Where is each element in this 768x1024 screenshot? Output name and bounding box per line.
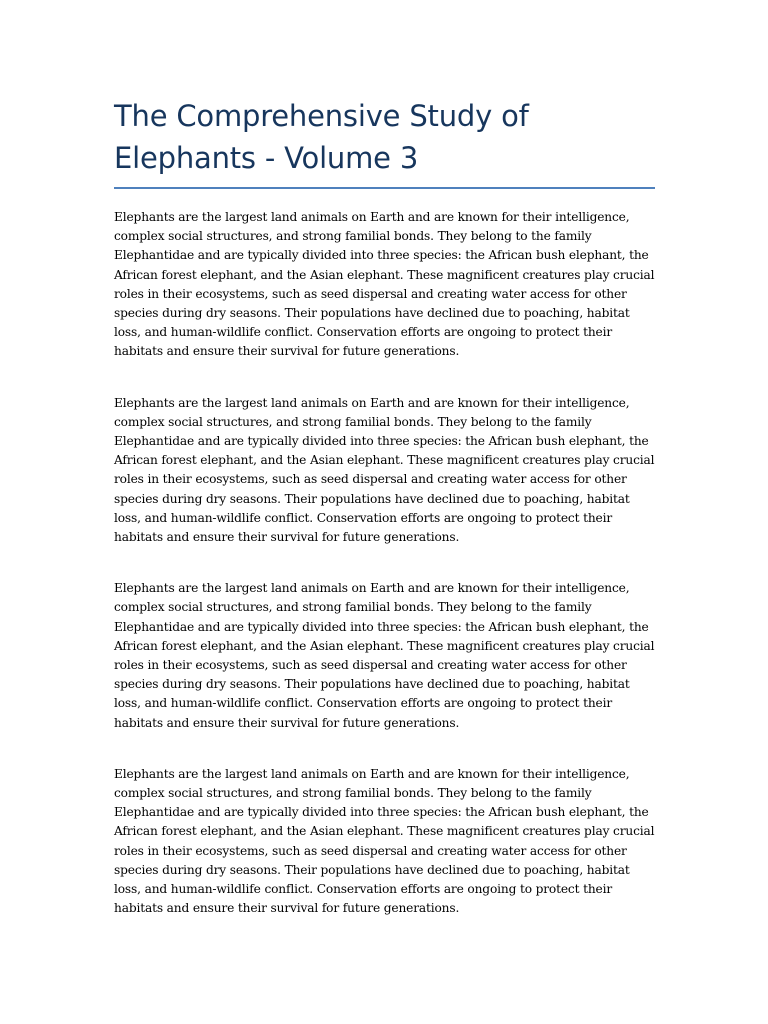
document-title: The Comprehensive Study of Elephants - Volume 3 bbox=[114, 99, 529, 175]
document-page bbox=[114, 95, 655, 951]
body-paragraph-4: Elephants are the largest land animals on Earth and are known for their intelligence, complex social structures, and strong familial bonds. They belong to the family Elephantidae and are typically divided into three species: the African bush elephant, the African forest elephant, and the Asian elephant. These magnificent creatures play crucial roles in their ecosystems, such as seed dispersal and creating water access for other species during dry seasons. Their populations have declined due to poaching, habitat loss, and human-wildlife conflict. Conservation efforts are ongoing to protect their habitats and ensure their survival for future generations. bbox=[114, 766, 655, 916]
body-paragraph-2: Elephants are the largest land animals on Earth and are known for their intelligence, complex social structures, and strong familial bonds. They belong to the family Elephantidae and are typically divided into three species: the African bush elephant, the African forest elephant, and the Asian elephant. These magnificent creatures play crucial roles in their ecosystems, such as seed dispersal and creating water access for other species during dry seasons. Their populations have declined due to poaching, habitat loss, and human-wildlife conflict. Conservation efforts are ongoing to protect their habitats and ensure their survival for future generations. bbox=[114, 395, 655, 545]
body-paragraph-3: Elephants are the largest land animals on Earth and are known for their intelligence, complex social structures, and strong familial bonds. They belong to the family Elephantidae and are typically divided into three species: the African bush elephant, the African forest elephant, and the Asian elephant. These magnificent creatures play crucial roles in their ecosystems, such as seed dispersal and creating water access for other species during dry seasons. Their populations have declined due to poaching, habitat loss, and human-wildlife conflict. Conservation efforts are ongoing to protect their habitats and ensure their survival for future generations. bbox=[114, 581, 655, 730]
title-underline-rule bbox=[114, 187, 655, 189]
document-body bbox=[114, 208, 655, 919]
body-paragraph-1: Elephants are the largest land animals on Earth and are known for their intelligence, complex social structures, and strong familial bonds. They belong to the family Elephantidae and are typically divided into three species: the African bush elephant, the African forest elephant, and the Asian elephant. These magnificent creatures play crucial roles in their ecosystems, such as seed dispersal and creating water access for other species during dry seasons. Their populations have declined due to poaching, habitat loss, and human-wildlife conflict. Conservation efforts are ongoing to protect their habitats and ensure their survival for future generations. bbox=[114, 210, 655, 359]
